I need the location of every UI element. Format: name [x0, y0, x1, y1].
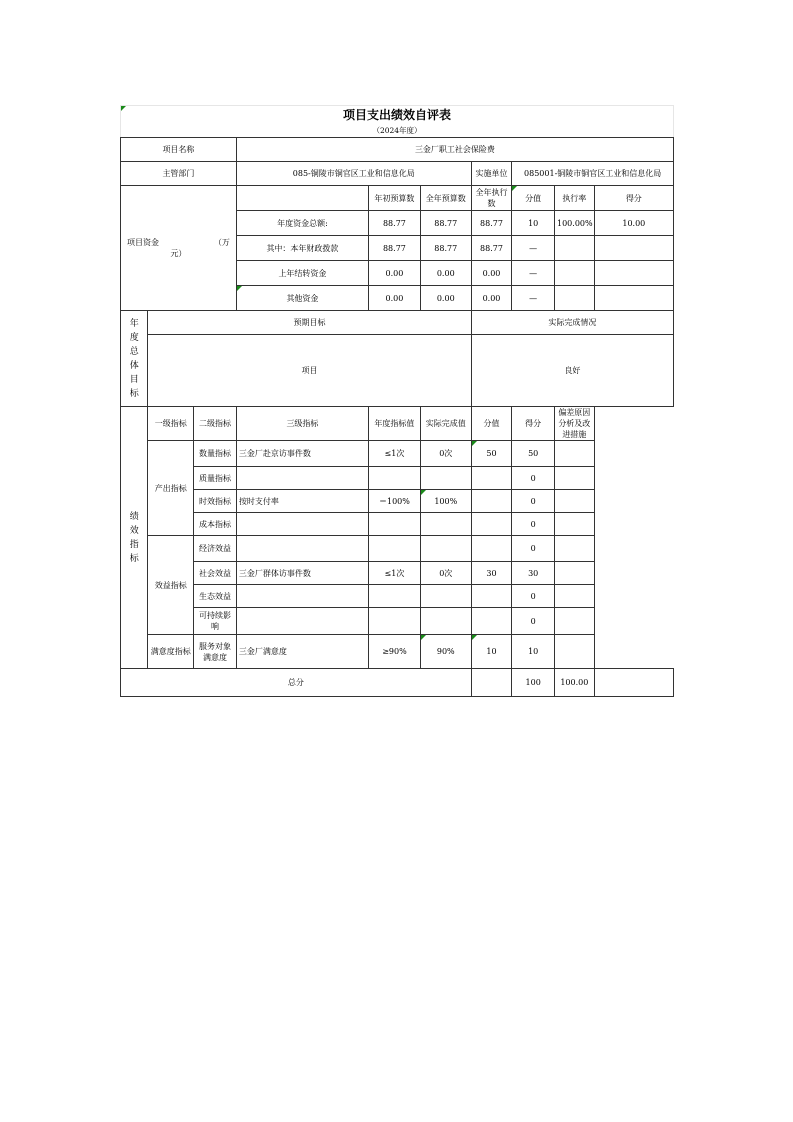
expected-goal-label: 预期目标: [148, 311, 471, 335]
got-cell: 10: [512, 635, 555, 669]
indicator-header: 二级指标: [194, 407, 237, 441]
total-label: 总分: [121, 669, 472, 697]
funds-cell: [555, 236, 595, 261]
funds-label-a: 项目资金: [127, 238, 159, 247]
target-cell: ＝100%: [369, 490, 421, 513]
remark-cell: [555, 608, 595, 635]
remark-cell: [555, 490, 595, 513]
score-cell: 10: [471, 635, 512, 669]
funds-cell: 88.77: [369, 236, 421, 261]
score-cell: [471, 490, 512, 513]
score-cell: [471, 608, 512, 635]
funds-cell: 88.77: [471, 236, 512, 261]
indicator-header: 分值: [471, 407, 512, 441]
actual-cell: 0次: [420, 441, 471, 467]
funds-cell: 0.00: [369, 261, 421, 286]
level3-cell: [236, 608, 368, 635]
target-cell: ≤1次: [369, 441, 421, 467]
total-remark: [594, 669, 673, 697]
funds-header: 全年预算数: [420, 186, 471, 211]
indicator-header: 偏差原因分析及改进措施: [555, 407, 595, 441]
score-cell: [471, 536, 512, 562]
evaluation-table: [120, 137, 674, 697]
target-cell: [369, 585, 421, 608]
total-score: 100: [512, 669, 555, 697]
level3-cell: [236, 536, 368, 562]
actual-goal-value: 良好: [471, 335, 673, 407]
actual-cell: [420, 585, 471, 608]
got-cell: 0: [512, 608, 555, 635]
remark-cell: [555, 513, 595, 536]
remark-cell: [555, 441, 595, 467]
funds-cell: 0.00: [369, 286, 421, 311]
actual-goal-label: 实际完成情况: [471, 311, 673, 335]
unit-label: 实施单位: [471, 162, 512, 186]
level2-cell: 服务对象满意度: [194, 635, 237, 669]
funds-header: 分值: [512, 186, 555, 211]
unit-value: 085001-铜陵市铜官区工业和信息化局: [512, 162, 674, 186]
indicators-side-text: 绩效指标: [129, 511, 139, 564]
funds-cell: 88.77: [369, 211, 421, 236]
funds-header: 执行率: [555, 186, 595, 211]
funds-row-label: 上年结转资金: [236, 261, 368, 286]
sheet-year: （2024年度）: [120, 125, 674, 137]
funds-header: 全年执行数: [471, 186, 512, 211]
funds-cell: 100.00%: [555, 211, 595, 236]
remark-cell: [555, 562, 595, 585]
funds-label: [121, 186, 237, 311]
actual-cell: 0次: [420, 562, 471, 585]
level2-cell: 经济效益: [194, 536, 237, 562]
indicators-side-label: [121, 407, 148, 669]
remark-cell: [555, 467, 595, 490]
got-cell: 0: [512, 536, 555, 562]
project-name-value: 三金厂职工社会保险费: [236, 138, 673, 162]
target-cell: ≤1次: [369, 562, 421, 585]
dept-label: 主管部门: [121, 162, 237, 186]
level1-satisfaction: 满意度指标: [148, 635, 194, 669]
target-cell: [369, 513, 421, 536]
got-cell: 30: [512, 562, 555, 585]
funds-header: 年初预算数: [369, 186, 421, 211]
level2-cell: 质量指标: [194, 467, 237, 490]
sheet-title: 项目支出绩效自评表: [120, 105, 674, 125]
funds-cell: 10: [512, 211, 555, 236]
indicator-header: 年度指标值: [369, 407, 421, 441]
target-cell: [369, 467, 421, 490]
level3-cell: 三金厂满意度: [236, 635, 368, 669]
total-got: 100.00: [555, 669, 595, 697]
funds-header-blank: [236, 186, 368, 211]
funds-cell: 88.77: [420, 236, 471, 261]
level1-output: 产出指标: [148, 441, 194, 536]
level2-cell: 数量指标: [194, 441, 237, 467]
score-cell: [471, 513, 512, 536]
level2-cell: 生态效益: [194, 585, 237, 608]
target-cell: ≥90%: [369, 635, 421, 669]
score-cell: 50: [471, 441, 512, 467]
funds-row-label: 其他资金: [236, 286, 368, 311]
got-cell: 0: [512, 585, 555, 608]
funds-cell: —: [512, 286, 555, 311]
score-cell: 30: [471, 562, 512, 585]
actual-cell: [420, 467, 471, 490]
funds-label-b: （万: [213, 238, 230, 247]
actual-cell: 100%: [420, 490, 471, 513]
indicator-header: 得分: [512, 407, 555, 441]
funds-label-c: 元）: [170, 249, 187, 258]
got-cell: 50: [512, 441, 555, 467]
got-cell: 0: [512, 467, 555, 490]
level3-cell: [236, 585, 368, 608]
funds-cell: [555, 286, 595, 311]
remark-cell: [555, 536, 595, 562]
funds-cell: [555, 261, 595, 286]
expected-goal-value: 项目: [148, 335, 471, 407]
total-blank: [471, 669, 512, 697]
funds-cell: —: [512, 236, 555, 261]
level2-cell: 成本指标: [194, 513, 237, 536]
indicator-header: 实际完成值: [420, 407, 471, 441]
actual-cell: [420, 513, 471, 536]
got-cell: 0: [512, 490, 555, 513]
indicator-header: 一级指标: [148, 407, 194, 441]
funds-cell: 0.00: [471, 261, 512, 286]
funds-row-label: 其中：本年财政拨款: [236, 236, 368, 261]
actual-cell: [420, 536, 471, 562]
funds-cell: 88.77: [420, 211, 471, 236]
level3-cell: 三金厂赴京访事件数: [236, 441, 368, 467]
indicator-header: 三级指标: [236, 407, 368, 441]
score-cell: [471, 585, 512, 608]
funds-cell: 88.77: [471, 211, 512, 236]
funds-cell: [594, 261, 673, 286]
level3-cell: 按时支付率: [236, 490, 368, 513]
actual-cell: [420, 608, 471, 635]
funds-cell: 10.00: [594, 211, 673, 236]
funds-cell: [594, 236, 673, 261]
score-cell: [471, 467, 512, 490]
dept-value: 085-铜陵市铜官区工业和信息化局: [236, 162, 471, 186]
got-cell: 0: [512, 513, 555, 536]
level3-cell: [236, 513, 368, 536]
goals-side-text: 年度总体目标: [129, 318, 139, 399]
project-name-label: 项目名称: [121, 138, 237, 162]
remark-cell: [555, 635, 595, 669]
funds-row-label: 年度资金总额:: [236, 211, 368, 236]
level1-benefit: 效益指标: [148, 536, 194, 635]
funds-header: 得分: [594, 186, 673, 211]
level2-cell: 可持续影响: [194, 608, 237, 635]
funds-cell: 0.00: [420, 286, 471, 311]
goals-side-label: [121, 311, 148, 407]
target-cell: [369, 536, 421, 562]
funds-cell: [594, 286, 673, 311]
level3-cell: 三金厂群体访事件数: [236, 562, 368, 585]
evaluation-sheet: [120, 105, 674, 697]
target-cell: [369, 608, 421, 635]
funds-cell: 0.00: [420, 261, 471, 286]
funds-cell: —: [512, 261, 555, 286]
level2-cell: 社会效益: [194, 562, 237, 585]
level3-cell: [236, 467, 368, 490]
funds-cell: 0.00: [471, 286, 512, 311]
level2-cell: 时效指标: [194, 490, 237, 513]
actual-cell: 90%: [420, 635, 471, 669]
remark-cell: [555, 585, 595, 608]
